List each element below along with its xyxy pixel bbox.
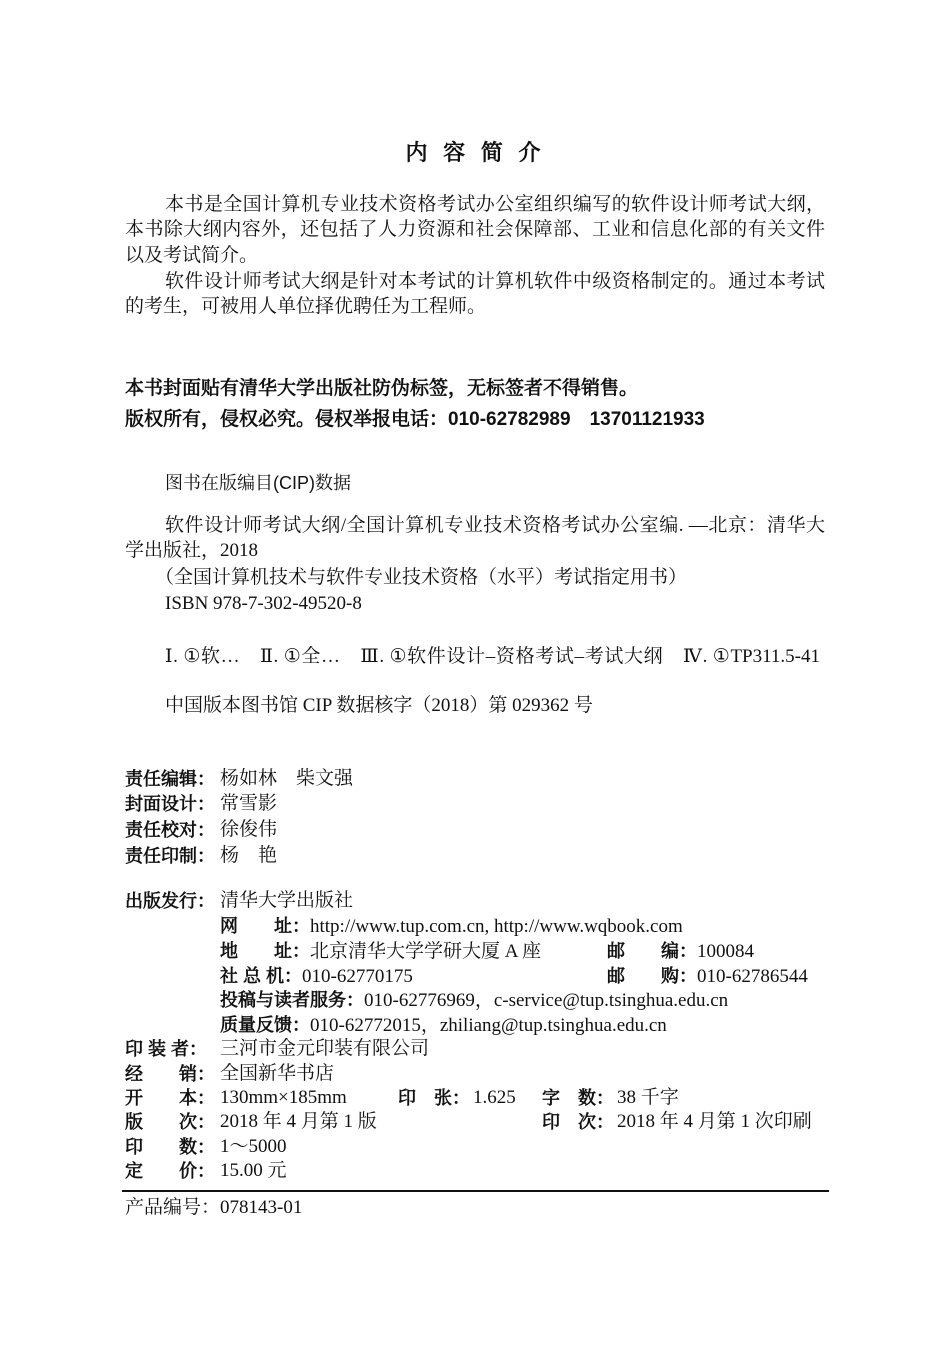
website-label: 网 址： xyxy=(220,916,310,936)
credit-row-proofreading xyxy=(0,818,950,842)
cip-entry-line-1: 软件设计师考试大纲/全国计算机专业技术资格考试办公室编. —北京：清华大 xyxy=(165,515,825,536)
product-code-row xyxy=(0,1196,950,1220)
address-value: 北京清华大学学研大厦 A 座 xyxy=(310,941,542,962)
cip-record-number: 中国版本图书馆 CIP 数据核字（2018）第 029362 号 xyxy=(165,695,593,716)
impression-value: 2018 年 4 月第 1 次印刷 xyxy=(617,1111,812,1132)
printing-supervisor-label: 责任印制： xyxy=(125,846,215,866)
format-row xyxy=(0,1086,950,1110)
price-row xyxy=(0,1159,950,1183)
printer-label: 印 装 者： xyxy=(125,1039,208,1059)
anti-counterfeit-notice: 本书封面贴有清华大学出版社防伪标签，无标签者不得销售。 xyxy=(125,378,639,399)
postcode-value: 100084 xyxy=(697,941,754,962)
impression-label: 印 次： xyxy=(542,1112,614,1132)
distributor-row xyxy=(0,1062,950,1086)
intro-paragraph-1-line-2: 本书除大纲内容外，还包括了人力资源和社会保障部、工业和信息化部的有关文件 xyxy=(125,219,825,240)
reader-service-label: 投稿与读者服务： xyxy=(220,990,364,1010)
printing-supervisor-value: 杨 艳 xyxy=(220,845,278,866)
intro-paragraph-2-line-1: 软件设计师考试大纲是针对本考试的计算机软件中级资格制定的。通过本考试 xyxy=(165,271,825,292)
proofreading-value: 徐俊伟 xyxy=(220,819,278,840)
word-count-label: 字 数： xyxy=(542,1088,614,1108)
address-row xyxy=(0,939,950,963)
intro-paragraph-2-line-2: 的考生，可被用人单位择优聘任为工程师。 xyxy=(125,296,487,317)
quality-feedback-value: 010-62772015，zhiliang@tup.tsinghua.edu.cn xyxy=(310,1015,667,1036)
publisher-value: 清华大学出版社 xyxy=(220,890,354,911)
page-title: 内 容 简 介 xyxy=(405,140,545,166)
copyright-notice: 版权所有，侵权必究。侵权举报电话：010-62782989 13701121933 xyxy=(125,409,705,430)
editors-value: 杨如林 柴文强 xyxy=(220,768,354,789)
reader-service-row xyxy=(0,988,950,1012)
publisher-label: 出版发行： xyxy=(125,891,215,911)
cip-classification: Ⅰ. ①软… Ⅱ. ①全… Ⅲ. ①软件设计–资格考试–考试大纲 Ⅳ. ①TP311.5-41 xyxy=(165,646,820,667)
print-run-label: 印 数： xyxy=(125,1137,215,1157)
mail-order-label: 邮 购： xyxy=(607,966,697,986)
editors-label: 责任编辑： xyxy=(125,769,215,789)
printed-sheets-label: 印 张： xyxy=(398,1088,470,1108)
publisher-row xyxy=(0,889,950,913)
credit-row-editors xyxy=(0,767,950,791)
edition-row xyxy=(0,1110,950,1134)
cover-design-label: 封面设计： xyxy=(125,794,215,814)
print-run-row xyxy=(0,1135,950,1159)
credit-row-cover-design xyxy=(0,792,950,816)
website-value: http://www.tup.com.cn, http://www.wqbook.com xyxy=(310,916,683,937)
switchboard-value: 010-62770175 xyxy=(302,966,413,987)
word-count-value: 38 千字 xyxy=(617,1087,679,1108)
credit-row-printing-supervisor xyxy=(0,844,950,868)
printed-sheets-value: 1.625 xyxy=(473,1087,516,1108)
cover-design-value: 常雪影 xyxy=(220,793,278,814)
product-code-label: 产品编号： xyxy=(125,1197,221,1218)
intro-paragraph-1-line-3: 以及考试简介。 xyxy=(125,245,259,266)
format-label: 开 本： xyxy=(125,1088,215,1108)
intro-paragraph-1-line-1: 本书是全国计算机专业技术资格考试办公室组织编写的软件设计师考试大纲， xyxy=(165,194,825,215)
cip-heading: 图书在版编目(CIP)数据 xyxy=(165,473,351,493)
cip-entry-line-2: 学出版社，2018 xyxy=(125,540,259,561)
distributor-label: 经 销： xyxy=(125,1064,215,1084)
mail-order-value: 010-62786544 xyxy=(697,966,808,987)
reader-service-value: 010-62776969，c-service@tup.tsinghua.edu.cn xyxy=(364,990,729,1011)
horizontal-rule xyxy=(122,1190,829,1192)
proofreading-label: 责任校对： xyxy=(125,820,215,840)
printer-value: 三河市金元印装有限公司 xyxy=(220,1038,430,1059)
edition-label: 版 次： xyxy=(125,1112,215,1132)
address-label: 地 址： xyxy=(220,941,310,961)
cip-series: （全国计算机技术与软件专业技术资格（水平）考试指定用书） xyxy=(155,567,688,588)
quality-feedback-label: 质量反馈： xyxy=(220,1015,310,1035)
format-value: 130mm×185mm xyxy=(220,1087,347,1108)
price-label: 定 价： xyxy=(125,1161,215,1181)
quality-feedback-row xyxy=(0,1013,950,1037)
price-value: 15.00 元 xyxy=(220,1160,287,1181)
edition-value: 2018 年 4 月第 1 版 xyxy=(220,1111,377,1132)
switchboard-row xyxy=(0,964,950,988)
cip-isbn: ISBN 978-7-302-49520-8 xyxy=(165,593,362,614)
printer-row xyxy=(0,1037,950,1061)
print-run-value: 1～5000 xyxy=(220,1136,287,1157)
postcode-label: 邮 编： xyxy=(607,941,697,961)
product-code-value: 078143-01 xyxy=(220,1197,303,1218)
website-row xyxy=(0,914,950,938)
distributor-value: 全国新华书店 xyxy=(220,1063,335,1084)
switchboard-label: 社 总 机： xyxy=(220,966,303,986)
